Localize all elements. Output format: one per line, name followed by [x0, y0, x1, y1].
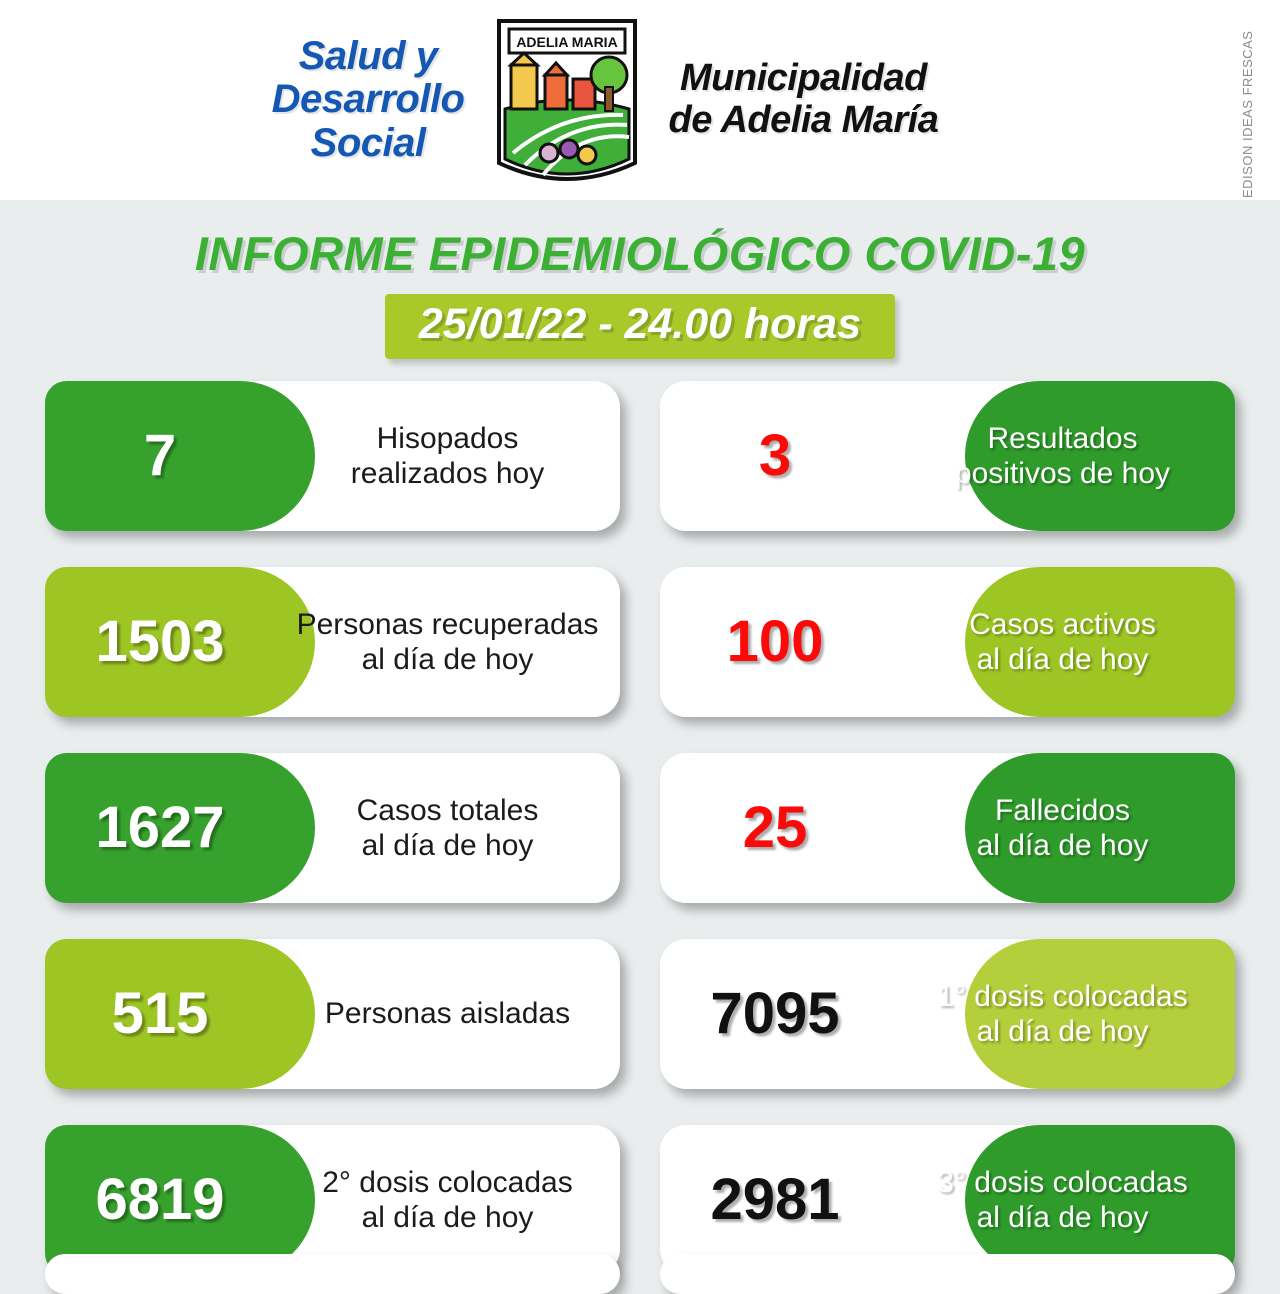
stat-card	[660, 1125, 1235, 1275]
stat-label-line: al día de hoy	[976, 643, 1149, 676]
stat-label-line: al día de hoy	[976, 1015, 1149, 1048]
stat-label-line: Resultados	[987, 421, 1138, 455]
stat-label	[890, 979, 1235, 1050]
stat-value: 7	[143, 423, 177, 488]
stat-label-line: Personas recuperadas	[296, 607, 599, 641]
stat-card	[45, 567, 620, 717]
brand-salud-desarrollo-social	[272, 35, 465, 165]
brand-left-line-1: Salud y	[298, 34, 438, 79]
stat-card-background	[45, 1254, 620, 1294]
stat-label	[275, 421, 620, 492]
brand-right-line-2: de Adelia María	[668, 99, 939, 141]
stat-card	[45, 939, 620, 1089]
stat-value: 3	[758, 423, 792, 488]
municipal-crest-logo	[491, 13, 643, 188]
partially-visible-card-row	[45, 1254, 1235, 1294]
stat-card	[45, 753, 620, 903]
brand-left-line-3: Social	[310, 120, 426, 165]
stat-label-line: Casos totales	[356, 793, 539, 827]
stat-label-line: 1° dosis colocadas	[937, 979, 1188, 1013]
stat-label-line: al día de hoy	[361, 1201, 534, 1234]
stat-card	[660, 753, 1235, 903]
stat-label-line: Fallecidos	[994, 793, 1131, 827]
stat-card	[45, 381, 620, 531]
brand-left-line-2: Desarrollo	[271, 77, 465, 122]
stat-label-line: positivos de hoy	[954, 457, 1171, 490]
designer-credit: EDISON IDEAS FRESCAS	[1240, 30, 1255, 198]
stat-label-line: al día de hoy	[976, 829, 1149, 862]
stat-value: 25	[742, 795, 808, 860]
stat-label-line: Casos activos	[969, 607, 1156, 641]
stat-label-line: realizados hoy	[350, 457, 545, 490]
stat-label-line: Hisopados	[376, 421, 519, 455]
stat-value: 1503	[95, 609, 225, 674]
brand-right-line-1: Municipalidad	[680, 57, 927, 100]
stat-card-background	[660, 1254, 1235, 1294]
stat-label	[890, 793, 1235, 864]
stat-label	[890, 421, 1235, 492]
stat-value: 100	[726, 609, 824, 674]
stat-value: 515	[111, 981, 209, 1046]
stat-label	[890, 607, 1235, 678]
stat-card	[660, 939, 1235, 1089]
stat-value: 2981	[710, 1167, 840, 1232]
stat-label	[275, 607, 620, 678]
brand-municipalidad	[669, 58, 939, 142]
stat-card-partial	[45, 1254, 620, 1294]
svg-text:ADELIA MARIA: ADELIA MARIA	[515, 33, 618, 50]
stat-value: 6819	[95, 1167, 225, 1232]
stat-card	[660, 381, 1235, 531]
stat-card-partial	[660, 1254, 1235, 1294]
stat-label-line: al día de hoy	[361, 643, 534, 676]
stat-label-line: 3° dosis colocadas	[937, 1165, 1188, 1199]
stat-value: 7095	[710, 981, 840, 1046]
title-area	[0, 200, 1280, 359]
stat-label-line: Personas aisladas	[324, 997, 571, 1031]
stat-label	[275, 1165, 620, 1236]
page-title: INFORME EPIDEMIOLÓGICO COVID-19	[194, 227, 1086, 280]
stat-label	[890, 1165, 1235, 1236]
stat-card	[45, 1125, 620, 1275]
report-date-badge: 25/01/22 - 24.00 horas	[385, 294, 895, 359]
page-header	[0, 0, 1280, 200]
stat-label	[275, 793, 620, 864]
stat-label-line: al día de hoy	[361, 829, 534, 862]
stat-label-line: 2° dosis colocadas	[322, 1165, 573, 1199]
stat-label	[275, 996, 620, 1031]
statistics-grid	[45, 381, 1235, 1275]
stat-card	[660, 567, 1235, 717]
stat-value: 1627	[95, 795, 225, 860]
stat-label-line: al día de hoy	[976, 1201, 1149, 1234]
